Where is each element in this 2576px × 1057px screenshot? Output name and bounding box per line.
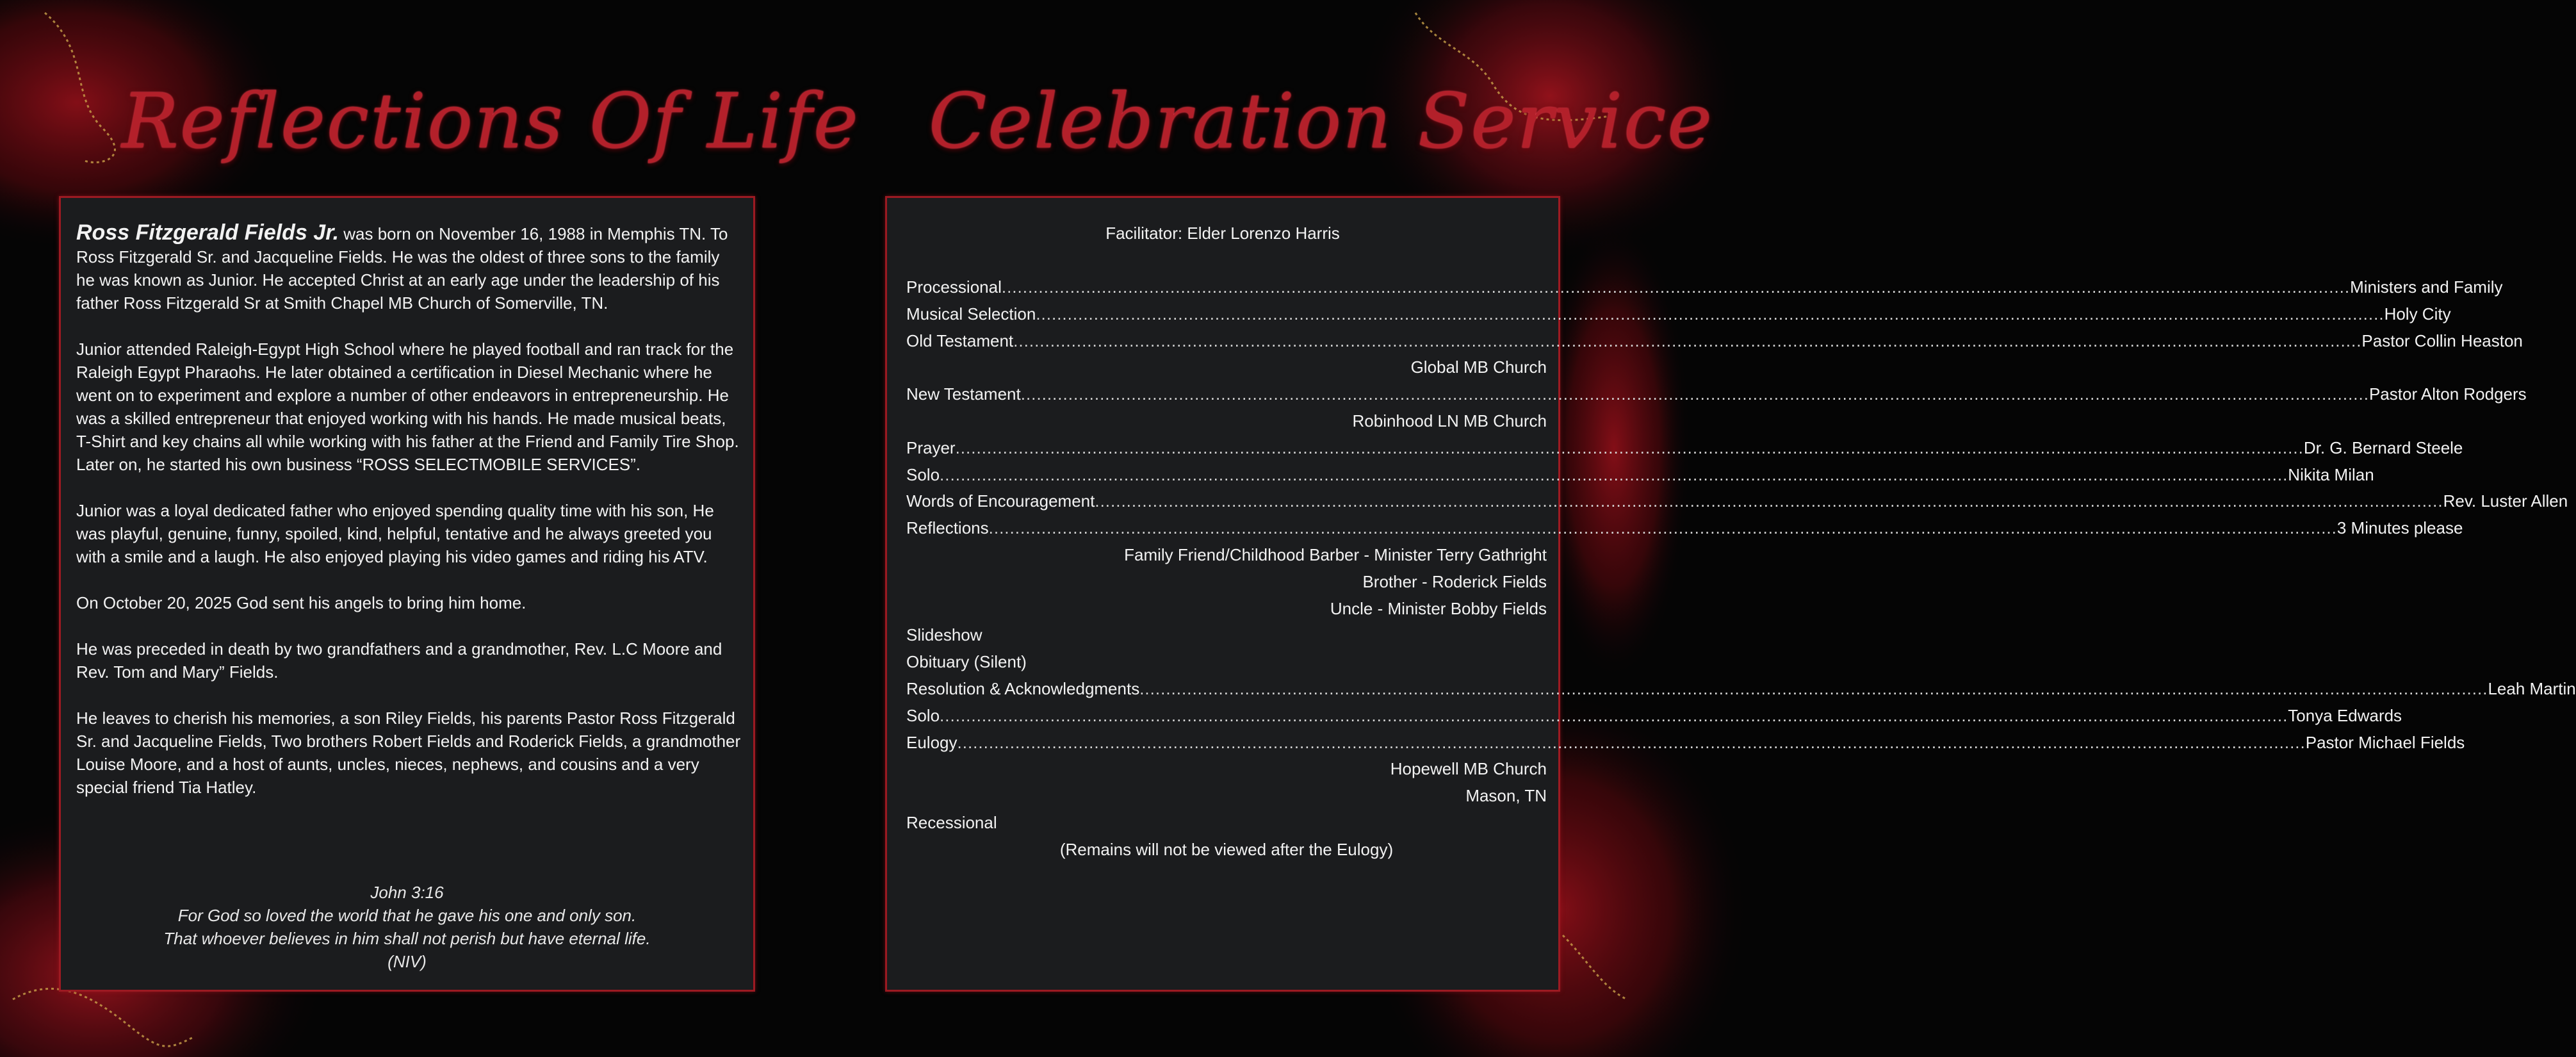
dot-leader [1002,277,2350,297]
obituary-paragraph: Junior was a loyal dedicated father who enjoyed spending quality time with his son, He was playful, genuine, funny, spoiled, kind, helpful, tentative and he always greeted you with a smile and a laugh. He also enjoyed playing his video games and riding his ATV. [76,501,714,566]
program-item [906,518,2463,545]
program-note: (Remains will not be viewed after the Eulogy) [1059,839,1394,859]
program-item-value: Global MB Church [1410,357,1547,377]
program-item-value: Tonya Edwards [2288,705,2402,725]
program-item-label: Solo [906,464,940,484]
program-item [906,331,2523,358]
program-item [906,813,1547,840]
program-item [906,411,1547,438]
program-item-value: Pastor Michael Fields [2305,732,2465,752]
program-item [906,732,2465,760]
verse-line: That whoever believes in him shall not perish but have eternal life. [163,929,651,948]
program-item-label: Processional [906,277,1002,297]
facilitator: Facilitator: Elder Lorenzo Harris [1105,224,1340,243]
program-item [906,678,2576,706]
obituary-paragraph [76,221,742,315]
program-item [906,491,2568,518]
obituary-paragraph: Junior attended Raleigh-Egypt High School where he played football and ran track for the Raleigh Egypt Pharaohs. He later obtained a certification in Diesel Mechanic where he went on to experiment and explore a number of other endeavors in entrepreneurship. He was a skilled entrepreneur that enjoyed working with his hands. He made musical beats, T-Shirt and key chains all while working with his father at the Friend and Family Tire Shop. Later on, he started his own business “ROSS SELECTMOBILE SERVICES”. [76,340,739,474]
verse-line: For God so loved the world that he gave his one and only son. [177,906,637,925]
program-item-value: Mason, TN [1465,786,1547,806]
program-item-value: Dr. G. Bernard Steele [2303,438,2463,457]
scripture-verse [61,881,753,973]
verse-version: (NIV) [387,952,427,971]
order-of-service [906,277,2576,867]
program-item [906,705,2402,733]
program-item [906,599,1547,626]
dot-leader [956,438,2304,458]
program-item-value: Robinhood LN MB Church [1352,411,1547,430]
program-item [906,840,1547,867]
left-page-title: Reflections Of Life [122,77,860,165]
dot-leader [1021,384,2369,404]
program-item-value: Pastor Alton Rodgers [2368,384,2527,404]
program-item-value: Family Friend/Childhood Barber - Minister Terry Gathright [1124,545,1547,564]
right-page-title: Celebration Service [929,77,1714,165]
program-item-value: Brother - Roderick Fields [1362,571,1547,591]
program-item [906,304,2451,331]
program-item-value: Leah Martin [2488,678,2576,698]
program-item-value: Nikita Milan [2288,464,2374,484]
dot-leader [1013,331,2361,351]
program-item-label: Obituary (Silent) [906,652,1027,672]
program-item [906,438,2463,465]
obituary-paragraph: On October 20, 2025 God sent his angels to bring him home. [76,593,526,612]
program-item-label: Words of Encouragement [906,491,1095,511]
program-item [906,625,1547,652]
program-item-label: Resolution & Acknowledgments [906,678,1140,698]
program-item-label: Old Testament [906,331,1014,350]
program-item-label: Reflections [906,518,989,538]
program-panel [885,196,2576,992]
program-item-value: Holy City [2384,304,2451,324]
program-item [906,545,1547,572]
program-item-label: Solo [906,705,940,725]
program-item-value: Pastor Collin Heaston [2361,331,2523,350]
obituary-paragraph: He was preceded in death by two grandfathers and a grandmother, Rev. L.C Moore and Rev. Tom and Mary” Fields. [76,639,722,682]
program-item [906,759,1547,786]
program-item-label: Prayer [906,438,956,457]
dot-leader [989,518,2337,538]
dot-leader [940,706,2288,726]
program-item [906,357,1547,384]
program-item-label: Recessional [906,812,997,832]
obituary-paragraph: He leaves to cherish his memories, a son Riley Fields, his parents Pastor Ross Fitzgerald Sr. and Jacqueline Fields, Two brothers Robert Fields and Roderick Fields, a grandmother Louise Moore, and a host of aunts, uncles, nieces, nephews, and cousins and a very special friend Tia Hatley. [76,709,741,797]
program-item-value: Ministers and Family [2350,277,2503,297]
dot-leader [940,465,2288,485]
program-item [906,572,1547,599]
verse-reference: John 3:16 [370,883,444,902]
dot-leader [1036,304,2384,324]
program-item-value: Uncle - Minister Bobby Fields [1330,598,1547,618]
program-item-label: Slideshow [906,625,982,645]
program-item [906,384,2527,411]
obituary-text [76,221,742,822]
paragraph-1-text: was born on November 16, 1988 in Memphis TN. To Ross Fitzgerald Sr. and Jacqueline Fields. He was the oldest of three sons to the family he was known as Junior. He accepted Christ at an early age under the leadership of his father Ross Fitzgerald Sr at Smith Chapel MB Church of Somerville, TN. [76,224,728,313]
program-item-label: Musical Selection [906,304,1036,324]
program-item-label: Eulogy [906,732,958,752]
dot-leader [958,733,2306,753]
obituary-panel [59,196,755,992]
program-item [906,464,2374,492]
deceased-name: Ross Fitzgerald Fields Jr. [76,220,339,245]
program-item [906,652,1547,679]
program-item [906,786,1547,813]
program-item-value: 3 Minutes please [2336,518,2463,538]
program-item-value: Hopewell MB Church [1390,759,1547,779]
program-item-value: Rev. Luster Allen [2443,491,2568,511]
dot-leader [1095,491,2443,511]
program-item-label: New Testament [906,384,1021,404]
dot-leader [1139,679,2488,699]
program-item [906,277,2503,304]
